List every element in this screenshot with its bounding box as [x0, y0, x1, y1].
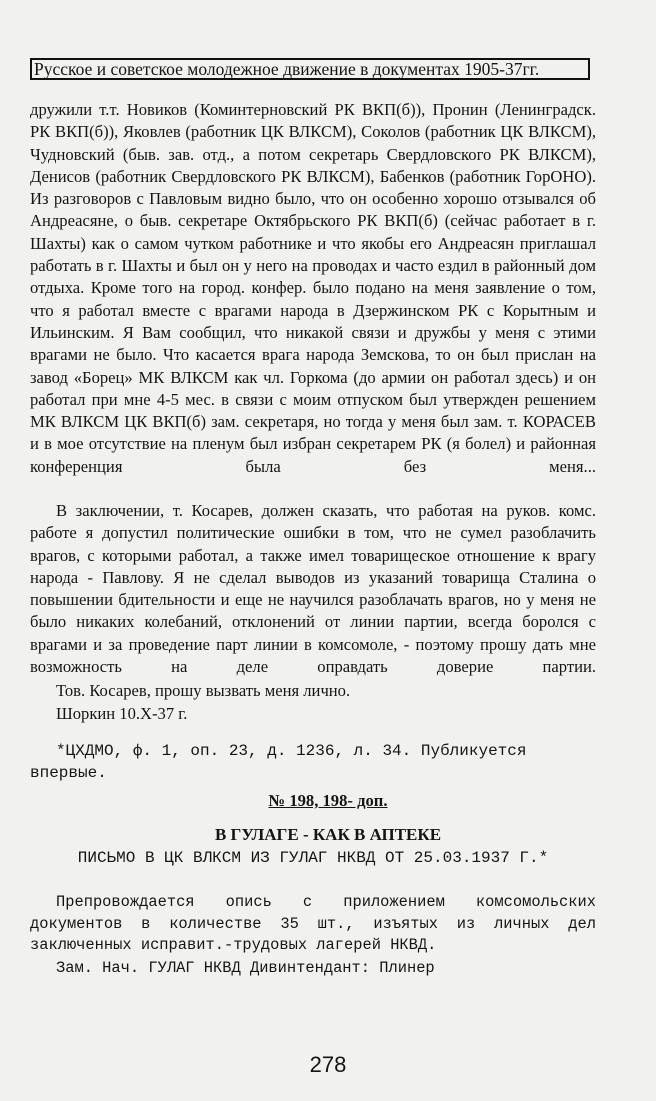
signature-line: Шоркин 10.Х-37 г. — [56, 704, 188, 723]
letter-body: Препровождается опись с приложением комсомольских документов в количестве 35 шт., изъятых из личных дел заключенных исправит.-трудовых лагерей НКВД. — [30, 893, 596, 955]
page-number: 278 — [309, 1052, 347, 1077]
document-title: В ГУЛАГЕ - КАК В АПТЕКЕ — [214, 825, 442, 844]
source-note: *ЦХДМО, ф. 1, оп. 23, д. 1236, л. 34. Публикуется впервые. — [30, 742, 527, 782]
document-subtitle: ПИСЬМО В ЦК ВЛКСМ ИЗ ГУЛАГ НКВД ОТ 25.03.1937 Г.* — [77, 849, 549, 867]
paragraph-conclusion: В заключении, т. Косарев, должен сказать, что работая на руков. комс. работе я допустил политические ошибки в том, что не сумел разоблачить врагов, с которыми работал, а также имел товарищеское отношение к врагу народа - Павлову. Я не сделал выводов из указаний товарища Сталина о повышении бдительности и еще не научился разоблачать врагов, но у меня не было никаких колебаний, отклонений от линии партии, всегда боролся с врагами и за проведение парт линии в комсомоле, - поэтому прошу дать мне возможность на деле оправдать доверие партии. — [30, 501, 596, 677]
paragraph-continued: дружили т.т. Новиков (Коминтерновский РК ВКП(б)), Пронин (Ленинградск. РК ВКП(б)), Яковлев (работник ЦК ВЛКСМ), Соколов (работник ЦК ВЛКСМ), Чудновский (быв. зав. отд., а потом секретарь Свердловского РК ВЛКСМ), Денисов (работник Свердловского РК ВЛКСМ), Бабенков (работник ГорОНО). Из разговоров с Павловым видно было, что он особенно хорошо отзывался об Андреасяне, о быв. секретаре Октябрьского РК ВКП(б) (сейчас работает в г. Шахты) как о самом чутком работнике и что якобы его Андреасян приглашал работать в г. Шахты и был он у него на проводах и часто ездил в районный дом отдыха. Кроме того на город. конфер. было подано на меня заявление о том, что я работал вместе с врагами народа в Дзержинском РК с Корытным и Ильинским. Я Вам сообщил, что никакой связи и дружбы у меня с этими врагами не было. Что касается врага народа Земскова, то он был прислан на завод «Борец» МК ВЛКСМ как чл. Горкома (до армии он работал здесь) и он работал при мне 4-5 мес. в связи с моим отпуском был утвержден решением МК ВЛКСМ ЦК ВКП(б) зам. секретаря, но тогда у меня был зам. т. КОРАСЕВ и в мое отсутствие на пленум был избран секретарем РК (я болел) и районная конференция была без меня... — [30, 100, 596, 476]
request-line: Тов. Косарев, прошу вызвать меня лично. — [56, 681, 351, 700]
letter-signature: Зам. Нач. ГУЛАГ НКВД Дивинтендант: Плинер — [56, 959, 435, 977]
document-number: № 198, 198- доп. — [268, 791, 388, 810]
running-header: Русское и советское молодежное движение в документах 1905-37гг. — [30, 58, 590, 80]
